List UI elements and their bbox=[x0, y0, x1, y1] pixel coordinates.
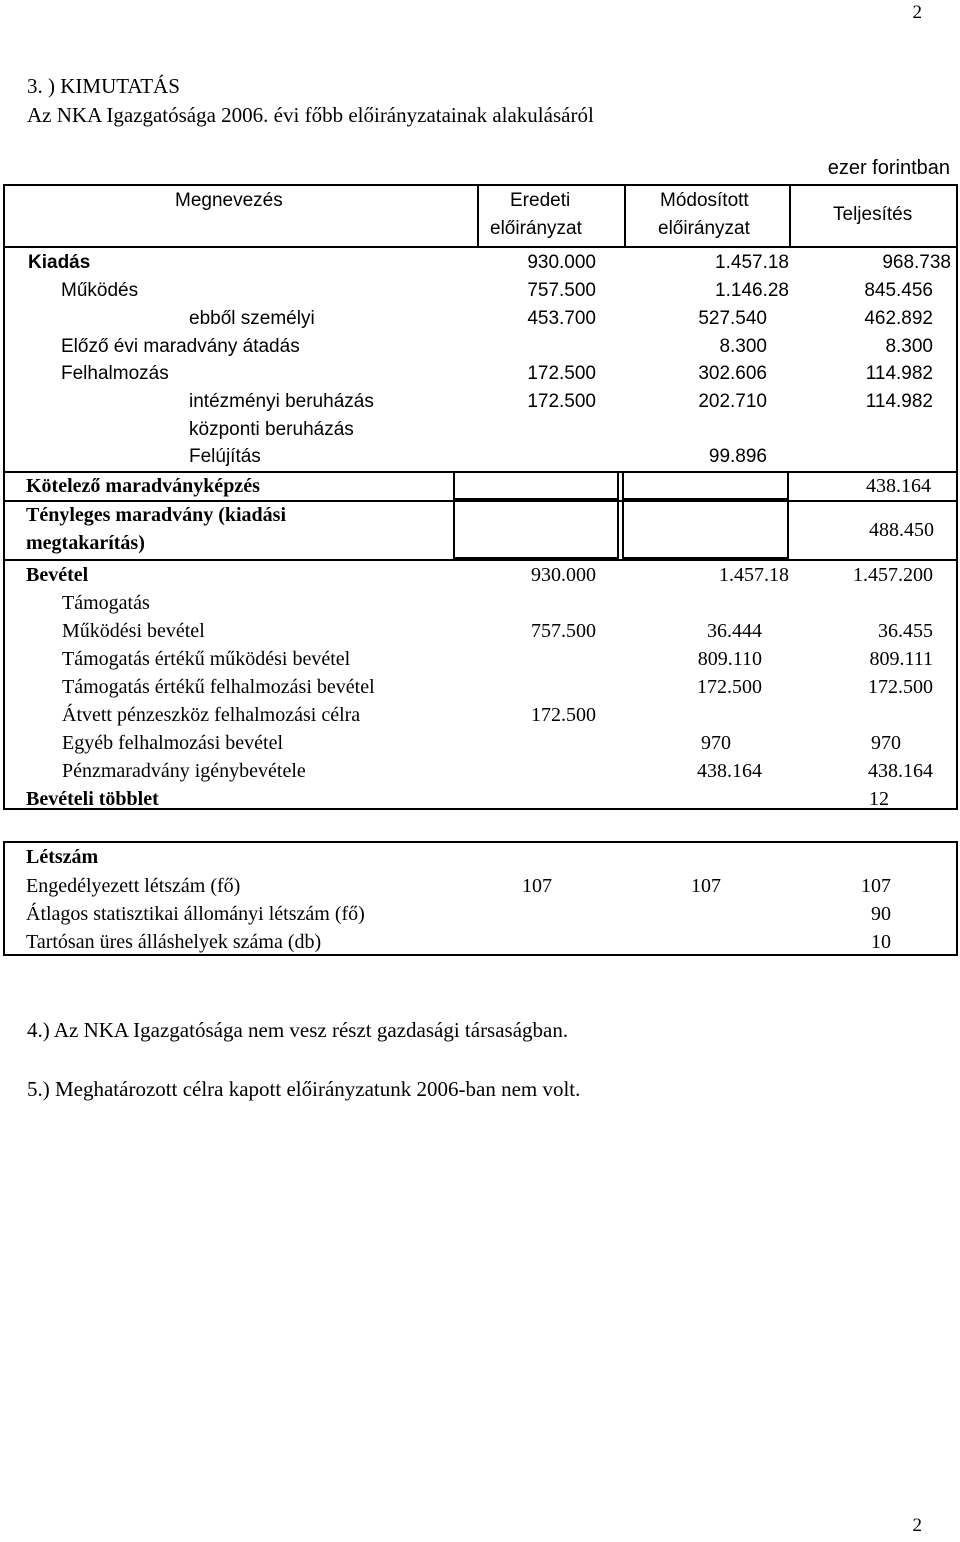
actual-value: 172.500 bbox=[868, 676, 933, 698]
actual-value: 970 bbox=[871, 732, 901, 754]
table-row bbox=[3, 472, 957, 500]
modified-value: 8.300 bbox=[719, 336, 767, 357]
table-row bbox=[3, 416, 957, 444]
table-row bbox=[3, 249, 957, 277]
actual-value: 8.300 bbox=[885, 336, 933, 357]
row-label: Bevételi többlet bbox=[26, 788, 159, 810]
modified-value: 809.110 bbox=[697, 648, 762, 670]
actual-value: 809.111 bbox=[869, 648, 933, 670]
table-row bbox=[3, 928, 957, 956]
table-row bbox=[3, 589, 957, 617]
col-header-original-1: Eredeti bbox=[510, 190, 571, 211]
original-value: 172.500 bbox=[527, 363, 596, 384]
remainder-label-1: Tényleges maradvány (kiadási bbox=[26, 504, 287, 526]
table-row bbox=[3, 305, 957, 333]
page-number-top: 2 bbox=[912, 2, 922, 23]
footnote-5: 5.) Meghatározott célra kapott előirányzatunk 2006-ban nem volt. bbox=[27, 1077, 581, 1101]
header-divider-3 bbox=[789, 184, 791, 246]
actual-value: 462.892 bbox=[864, 308, 933, 329]
modified-value: 970 bbox=[701, 732, 731, 754]
row-label: Átlagos statisztikai állományi létszám (fő) bbox=[26, 903, 365, 925]
row-label: Átvett pénzeszköz felhalmozási célra bbox=[62, 704, 361, 726]
row-label: Felújítás bbox=[189, 446, 261, 467]
col-header-original-2: előirányzat bbox=[490, 218, 582, 239]
report-title: 3. ) KIMUTATÁS bbox=[27, 74, 180, 98]
actual-value: 90 bbox=[871, 903, 891, 925]
modified-value: 1.457.18 bbox=[719, 564, 789, 586]
row-label: Bevétel bbox=[26, 564, 89, 586]
actual-value: 107 bbox=[861, 875, 891, 897]
row-label: Pénzmaradvány igénybevétele bbox=[62, 760, 306, 782]
row-label: Előző évi maradvány átadás bbox=[61, 336, 300, 357]
headcount-title: Létszám bbox=[26, 846, 99, 868]
original-value: 172.500 bbox=[527, 391, 596, 412]
row-label: Kötelező maradványképzés bbox=[26, 475, 260, 497]
table-row bbox=[3, 388, 957, 416]
col-header-actual: Teljesítés bbox=[833, 204, 913, 225]
actual-value: 845.456 bbox=[864, 280, 933, 301]
original-value: 930.000 bbox=[531, 564, 596, 586]
actual-value: 12 bbox=[869, 788, 889, 810]
table-row bbox=[3, 701, 957, 729]
row-label: Engedélyezett létszám (fő) bbox=[26, 875, 241, 897]
actual-value: 114.982 bbox=[865, 363, 933, 384]
modified-value: 107 bbox=[691, 875, 721, 897]
row-label: Működési bevétel bbox=[62, 620, 205, 642]
actual-value: 1.457.200 bbox=[853, 564, 933, 586]
table-row bbox=[3, 785, 957, 813]
empty-cell bbox=[453, 500, 619, 559]
row-label: Tartósan üres álláshelyek száma (db) bbox=[26, 931, 322, 953]
row-label: Támogatás értékű működési bevétel bbox=[62, 648, 351, 670]
modified-value: 438.164 bbox=[697, 760, 762, 782]
col-header-modified-1: Módosított bbox=[660, 190, 749, 211]
actual-value: 438.164 bbox=[868, 760, 933, 782]
empty-cell bbox=[622, 500, 789, 559]
modified-value: 172.500 bbox=[697, 676, 762, 698]
header-bottom-line bbox=[3, 246, 958, 248]
table-row bbox=[3, 277, 957, 305]
col-header-name: Megnevezés bbox=[175, 190, 283, 211]
modified-value: 527.540 bbox=[698, 308, 767, 329]
original-value: 107 bbox=[522, 875, 552, 897]
table-row bbox=[3, 443, 957, 471]
table-row bbox=[3, 333, 957, 361]
table-row bbox=[3, 645, 957, 673]
header-divider-1 bbox=[477, 184, 479, 246]
unit-label: ezer forintban bbox=[827, 157, 950, 179]
table-row bbox=[3, 360, 957, 388]
row-label: Kiadás bbox=[28, 252, 91, 273]
actual-value: 114.982 bbox=[865, 391, 933, 412]
modified-value: 36.444 bbox=[707, 620, 762, 642]
actual-value: 10 bbox=[871, 931, 891, 953]
original-value: 172.500 bbox=[531, 704, 596, 726]
original-value: 930.000 bbox=[527, 252, 596, 273]
modified-value: 302.606 bbox=[698, 363, 767, 384]
row-label: Támogatás értékű felhalmozási bevétel bbox=[62, 676, 375, 698]
report-subtitle: Az NKA Igazgatósága 2006. évi főbb előirányzatainak alakulásáról bbox=[27, 103, 594, 127]
modified-value: 1.146.28 bbox=[715, 280, 789, 301]
actual-value: 36.455 bbox=[878, 620, 933, 642]
table-row bbox=[3, 561, 957, 589]
col-header-modified-2: előirányzat bbox=[658, 218, 750, 239]
table-row bbox=[3, 673, 957, 701]
modified-value: 99.896 bbox=[708, 446, 767, 467]
table-row bbox=[3, 872, 957, 900]
table-row bbox=[3, 757, 957, 785]
table-row bbox=[3, 729, 957, 757]
row-label: Egyéb felhalmozási bevétel bbox=[62, 732, 284, 754]
modified-value: 1.457.18 bbox=[715, 252, 789, 273]
table-row bbox=[3, 900, 957, 928]
footnote-4: 4.) Az NKA Igazgatósága nem vesz részt gazdasági társaságban. bbox=[27, 1018, 569, 1042]
original-value: 453.700 bbox=[527, 308, 596, 329]
remainder-label-2: megtakarítás) bbox=[26, 532, 145, 554]
row-label: Felhalmozás bbox=[61, 363, 169, 384]
row-label: Támogatás bbox=[62, 592, 150, 614]
original-value: 757.500 bbox=[531, 620, 596, 642]
row-label: intézményi beruházás bbox=[189, 391, 374, 412]
page-number-bottom: 2 bbox=[912, 1515, 922, 1536]
original-value: 757.500 bbox=[527, 280, 596, 301]
remainder-actual-value: 488.450 bbox=[869, 519, 934, 541]
row-label: ebből személyi bbox=[189, 308, 315, 329]
actual-value: 968.738 bbox=[882, 252, 951, 273]
actual-value: 438.164 bbox=[866, 475, 931, 497]
table-row bbox=[3, 617, 957, 645]
row-label: központi beruházás bbox=[189, 419, 354, 440]
modified-value: 202.710 bbox=[698, 391, 767, 412]
row-label: Működés bbox=[61, 280, 139, 301]
header-divider-2 bbox=[624, 184, 626, 246]
